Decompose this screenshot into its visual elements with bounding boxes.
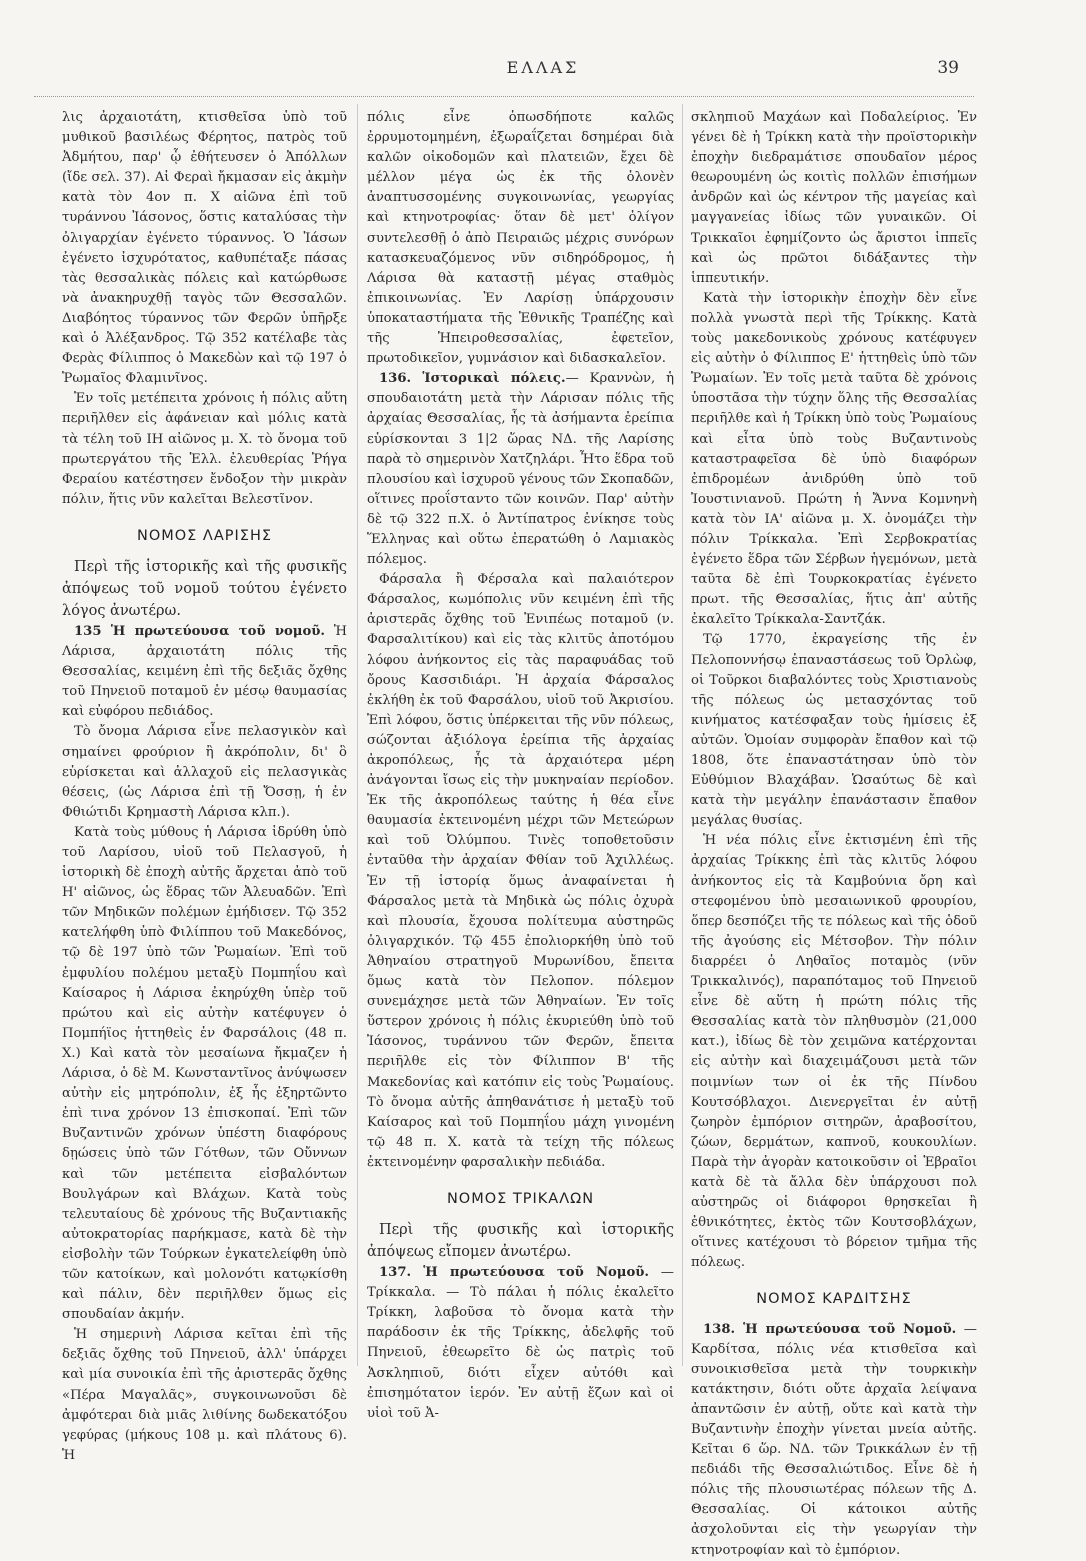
paragraph-138 <box>691 1320 977 1561</box>
paragraph-label: 136. Ἱστορικαὶ πόλεις. <box>379 371 566 387</box>
column-divider <box>682 104 683 1366</box>
paragraph-text: — Κραννὼν, ἡ σπουδαιοτάτη μετὰ τὴν Λάρισαν πόλις τῆς ἀρχαίας Θεσσαλίας, ἧς τὰ ἀσήμαντα ἐρείπια εὑρίσκονται 3 1|2 ὥρας ΝΔ. τῆς Λαρίσης παρὰ τὸ σημερινὸν Χατζηλάρι. Ἦτο ἕδρα τοῦ πλουσίου καὶ ἰσχυροῦ γένους τῶν Σκοπαδῶν, οἵτινες προΐσταντο τῶν κοινῶν. Παρ' αὐτὴν δὲ τῷ 322 π.Χ. ὁ Ἀντίπατρος ἐνίκησε τοὺς Ἕλληνας καὶ οὕτω ἐπερατώθη ὁ Λαμιακὸς πόλεμος. <box>367 371 674 568</box>
paragraph-text: — Τρίκκαλα. — Τὸ πάλαι ἡ πόλις ἐκαλεῖτο Τρίκκη, λαβοῦσα τὸ ὄνομα κατὰ τὴν παράδοσιν ἐκ τῆς Τρίκκης, ἀδελφῆς τοῦ Πηνειοῦ, ἐθεωρεῖτο δὲ ὡς πατρὶς τοῦ Ἀσκληπιοῦ, διότι εἶχεν αὐτόθι καὶ ἐπισημότατον ἱερόν. Ἐν αὐτῇ ἔζων καὶ οἱ υἱοὶ τοῦ Ἀ- <box>367 1265 674 1421</box>
paragraph: Τῷ 1770, ἐκραγείσης τῆς ἐν Πελοποννήσῳ ἐπαναστάσεως τοῦ Ὀρλὼφ, οἱ Τοῦρκοι διαβαλόντες τοὺς Χριστιανοὺς τῆς πόλεως ὡς μετασχόντας τοῦ κινήματος κατέσφαξαν τοὺς ἡμίσεις ἐξ αὐτῶν. Ὁμοίαν συμφορὰν ἔπαθον καὶ τῷ 1808, ὅτε ἐπαναστάτησαν ὑπὸ τὸν Εὐθύμιον Βλαχάβαν. Ὡσαύτως δὲ καὶ κατὰ τὴν μεγάλην ἐπανάστασιν ἔπαθον μεγάλας θυσίας. <box>691 632 977 829</box>
section-heading-trikala: ΝΟΜΟΣ ΤΡΙΚΑΛΩΝ <box>446 1190 595 1207</box>
paragraph-label: 137. Ἡ πρωτεύουσα τοῦ Νομοῦ. <box>379 1265 649 1281</box>
paragraph: λις ἀρχαιοτάτη, κτισθεῖσα ὑπὸ τοῦ μυθικοῦ βασιλέως Φέρητος, πατρὸς τοῦ Ἀδμήτου, παρ' ᾧ ἐθήτευσεν ὁ Ἀπόλλων (ἴδε σελ. 37). Αἱ Φεραὶ ἤκμασαν εἰς ἀκμὴν κατὰ τὸν 4ον π. Χ αἰῶνα ἐπὶ τοῦ τυράννου Ἰάσονος, ὅστις καταλύσας τὴν ὀλιγαρχίαν ἐγένετο τύραννος. Ὁ Ἰάσων ἐγένετο ἰσχυρότατος, καθυπέταξε πάσας τὰς θεσσαλικὰς πόλεις καὶ κατώρθωσε νὰ ἀνακηρυχθῇ ταγὸς τῶν Θεσσαλῶν. Διαβόητος τύραννος τῶν Φερῶν ὑπῆρξε καὶ ὁ Ἀλέξανδρος. Τῷ 352 κατέλαβε τὰς Φερὰς Φίλιππος ὁ Μακεδὼν καὶ τῷ 197 ὁ Ῥωμαῖος Φλαμινῖνος. <box>62 110 347 387</box>
section-heading-larisa: ΝΟΜΟΣ ΛΑΡΙΣΗΣ <box>136 527 273 544</box>
section-heading-karditsa: ΝΟΜΟΣ ΚΑΡΔΙΤΣΗΣ <box>756 1291 912 1308</box>
running-title: ΕΛΛΑΣ <box>506 58 580 77</box>
paragraph-label: 138. Ἡ πρωτεύουσα τοῦ Νομοῦ. <box>703 1321 957 1337</box>
paragraph: Ἡ σημερινὴ Λάρισα κεῖται ἐπὶ τῆς δεξιᾶς ὄχθης τοῦ Πηνειοῦ, ἀλλ' ὑπάρχει καὶ μία συνοικία ἐπὶ τῆς ἀριστερᾶς ὄχθης «Πέρα Μαγαλᾶς», συγκοινωνοῦσι δὲ ἀμφότεραι διὰ μιᾶς λιθίνης δωδεκατόξου γεφύρας (μήκους 108 μ. καὶ πλάτους 6). Ἡ <box>62 1327 347 1463</box>
paragraph: Κατὰ τοὺς μύθους ἡ Λάρισα ἱδρύθη ὑπὸ τοῦ Λαρίσου, υἱοῦ τοῦ Πελασγοῦ, ἡ ἱστορικὴ δὲ ἐποχὴ αὐτῆς ἄρχεται ἀπὸ τοῦ Η' αἰῶνος, ὡς ἕδρας τῶν Ἀλευαδῶν. Ἐπὶ τῶν Μηδικῶν πολέμων ἐμήδισεν. Τῷ 352 κατελήφθη ὑπὸ Φιλίππου τοῦ Μακεδόνος, τῷ δὲ 197 ὑπὸ τῶν Ῥωμαίων. Ἐπὶ τοῦ ἐμφυλίου πολέμου μεταξὺ Πομπηΐου καὶ Καίσαρος ἡ Λάρισα ἐκηρύχθη ὑπὲρ τοῦ πρώτου καὶ εἰς αὐτὴν κατέφυγεν ὁ Πομπήϊος ἡττηθεὶς ἐν Φαρσάλοις (48 π. Χ.) Καὶ κατὰ τὸν μεσαίωνα ἤκμαζεν ἡ Λάρισα, ὁ δὲ Μ. Κωνσταντῖνος ἀνύψωσεν αὐτὴν εἰς μητρόπολιν, ἐξ ἧς ἐξηρτῶντο ἐπὶ τινα χρόνον 13 ἐπισκοπαί. Ἐπὶ τῶν Βυζαντινῶν χρόνων ὑπέστη διαφόρους δῃώσεις ὑπὸ τῶν Γότθων, τῶν Οὔννων καὶ τῶν μετέπειτα εἰσβαλόντων Βουλγάρων καὶ Βλάχων. Κατὰ τοὺς τελευταίους δὲ χρόνους τῆς Βυζαντιακῆς αὐτοκρατορίας παρήκμασε, κατὰ δὲ τὴν εἰσβολὴν τῶν Τούρκων ἐγκατελείφθη ὑπὸ τῶν κατοίκων, καὶ μολονότι κατῳκίσθη καὶ πάλιν, δὲν περιῆλθεν ὅμως εἰς σπουδαίαν ἀκμήν. <box>62 824 347 1323</box>
header-divider <box>34 96 974 97</box>
paragraph-text: Ἡ Λάρισα, ἀρχαιοτάτη πόλις τῆς Θεσσαλίας, κειμένη ἐπὶ τῆς δεξιᾶς ὄχθης τοῦ Πηνειοῦ ποταμοῦ ἐν μέσῳ θαυμασίας καὶ εὐφόρου πεδιάδος. <box>62 623 347 720</box>
paragraph-135 <box>62 622 347 722</box>
paragraph: Ἡ νέα πόλις εἶνε ἐκτισμένη ἐπὶ τῆς ἀρχαίας Τρίκκης ἐπὶ τὰς κλιτῦς λόφου ἀνήκοντος εἰς τὰ Καμβούνια ὄρη καὶ στεφομένου ὑπὸ μεσαιωνικοῦ φρουρίου, ὅπερ δεσπόζει τῆς τε πόλεως καὶ τῆς ὁδοῦ τῆς ἀγούσης εἰς Μέτσοβον. Τὴν πόλιν διαρρέει ὁ Ληθαῖος ποταμὸς (νῦν Τρικκαλινός), παραπόταμος τοῦ Πηνειοῦ εἶνε δὲ αὕτη ἡ πρώτη πόλις τῆς Θεσσαλίας κατὰ τὸν πληθυσμὸν (21,000 κατ.), ἰδίως δὲ τὸν χειμῶνα κατέρχονται εἰς αὐτὴν καὶ διαχειμάζουσι μετὰ τῶν ποιμνίων των οἱ ἐκ τῆς Πίνδου Κουτσόβλαχοι. Διενεργεῖται ἐν αὐτῇ ζωηρὸν ἐμπόριον σιτηρῶν, ἀραβοσίτου, ζώων, δερμάτων, καπνοῦ, κουκουλίων. Παρὰ τὴν ἀγορὰν κατοικοῦσιν οἱ Ἑβραῖοι κατὰ δὲ τὰ ἄλλα δὲν ὑπάρχουσι πολ αὐστηρῶς οἱ διάφοροι θρησκεῖαι ἢ ἐθνικότητες, ἐκτὸς τῶν Κουτσοβλάχων, οἵτινες κατέχουσι τὸ βόρειον τμῆμα τῆς πόλεως. <box>691 833 977 1271</box>
paragraph-label: 135 Ἡ πρωτεύουσα τοῦ νομοῦ. <box>74 623 325 639</box>
section-intro: Περὶ τῆς ἱστορικῆς καὶ τῆς φυσικῆς ἀπόψεως τοῦ νομοῦ τούτου ἐγένετο λόγος ἀνωτέρω. <box>62 558 347 619</box>
paragraph-136 <box>367 369 674 570</box>
column-divider <box>357 104 358 1366</box>
paragraph: σκληπιοῦ Μαχάων καὶ Ποδαλείριος. Ἐν γένει δὲ ἡ Τρίκκη κατὰ τὴν προϊστορικὴν ἐποχὴν διεδραμάτισε σπουδαῖον μέρος θεωρουμένη ὡς κοιτὶς πολλῶν ἐπισήμων ἀνδρῶν καὶ ὡς κέντρον τῆς μαγείας καὶ μαγγανείας ἰδίως τῶν γυναικῶν. Οἱ Τρικκαῖοι ἐφημίζοντο ὡς ἄριστοι ἱππεῖς καὶ ὡς πρῶτοι διδάξαντες τὴν ἱππευτικήν. <box>691 110 977 286</box>
paragraph: Κατὰ τὴν ἱστορικὴν ἐποχὴν δὲν εἶνε πολλὰ γνωστὰ περὶ τῆς Τρίκκης. Κατὰ τοὺς μακεδονικοὺς χρόνους κατέφυγεν εἰς αὐτὴν ὁ Φίλιππος Ε' ἡττηθεὶς ὑπὸ τῶν Ῥωμαίων. Ἐν τοῖς μετὰ ταῦτα δὲ χρόνοις ὑποστᾶσα τὴν τύχην ὅλης τῆς Θεσσαλίας περιῆλθε καὶ ἡ Τρίκκη ὑπὸ τοὺς Ῥωμαίους καὶ εἶτα ὑπὸ τοὺς Βυζαντινοὺς καταστραφεῖσα δὲ ὑπὸ διαφόρων ἐπιδρομέων ἀνιδρύθη ὑπὸ τοῦ Ἰουστινιανοῦ. Πρώτη ἡ Ἄννα Κομνηνὴ κατὰ τὸν ΙΑ' αἰῶνα μ. Χ. ὀνομάζει τὴν πόλιν Τρίκκαλα. Ἐπὶ Σερβοκρατίας ἐγένετο ἕδρα τῶν Σέρβων ἡγεμόνων, μετὰ ταῦτα δὲ ἐπὶ Τουρκοκρατίας ἐγένετο πρωτ. τῆς Θεσσαλίας, ἥτις ἀπ' αὐτῆς ἐκαλεῖτο Τρίκκαλα-Σαντζάκ. <box>691 290 977 628</box>
column-right <box>691 108 977 1561</box>
paragraph-text: — Καρδίτσα, πόλις νέα κτισθεῖσα καὶ συνοικισθεῖσα μετὰ τὴν τουρκικὴν κατάκτησιν, διότι οὔτε ἀρχαῖα λείψανα ἀπαντῶσιν ἐν αὐτῇ, οὔτε καὶ κατὰ τὴν Βυζαντινὴν ἐποχὴν γίνεται μνεία αὐτῆς. Κεῖται 6 ὥρ. ΝΔ. τῶν Τρικκάλων ἐν τῇ πεδιάδι τῆς Θεσσαλιώτιδος. Εἶνε δὲ ἡ πόλις τῆς πλουσιωτέρας πόλεων τῆς Δ. Θεσσαλίας. Οἱ κάτοικοι αὐτῆς ἀσχολοῦνται εἰς τὴν γεωργίαν τὴν κτηνοτροφίαν καὶ τὸ ἐμπόριον. <box>691 1321 977 1558</box>
section-intro: Περὶ τῆς φυσικῆς καὶ ἱστορικῆς ἀπόψεως εἴπομεν ἀνωτέρω. <box>367 1222 674 1261</box>
column-middle <box>367 108 674 1424</box>
paragraph: Φάρσαλα ἢ Φέρσαλα καὶ παλαιότερον Φάρσαλος, κωμόπολις νῦν κειμένη ἐπὶ τῆς ἀριστερᾶς ὄχθης τοῦ Ἐνιπέως ποταμοῦ (ν. Φαρσαλιτίκου) καὶ εἰς τὰς κλιτῦς ἀποτόμου λόφου ἀνήκοντος εἰς τὰς παραφυάδας τοῦ ὄρους Κασσιδιάρι. Ἡ ἀρχαία Φάρσαλος ἐκλήθη ἐκ τοῦ Φαρσάλου, υἱοῦ τοῦ Ἀκρισίου. Ἐπὶ λόφου, ὅστις ὑπέρκειται τῆς νῦν πόλεως, σώζονται ἀξιόλογα ἐρείπια τῆς ἀρχαίας ἀκροπόλεως, ἧς τὰ ἀρχαιότερα μέρη ἀνάγονται ἴσως εἰς τὴν μυκηναίαν περίοδον. Ἐκ τῆς ἀκροπόλεως ταύτης ἡ θέα εἶνε θαυμασία ἐκτεινομένη μέχρι τῶν Μετεώρων καὶ τοῦ Ὀλύμπου. Τινὲς τοποθετοῦσιν ἐνταῦθα τὴν ἀρχαίαν Φθίαν τοῦ Ἀχιλλέως. Ἐν τῇ ἱστορίᾳ ὅμως ἀναφαίνεται ἡ Φάρσαλος μετὰ τὰ Μηδικὰ ὡς πόλις ὀχυρὰ καὶ πλουσία, ἔχουσα πολίτευμα αὐστηρῶς ὀλιγαρχικόν. Τῷ 455 ἐπολιορκήθη ὑπὸ τοῦ Ἀθηναίου στρατηγοῦ Μυρωνίδου, ἔπειτα ὅμως κατὰ τὸν Πελοπον. πόλεμον συνεμάχησε μετὰ τῶν Ἀθηναίων. Ἐν τοῖς ὕστερον χρόνοις ἡ πόλις ἐκυριεύθη ὑπὸ τοῦ Ἰάσονος, τυράννου τῶν Φερῶν, ἔπειτα περιῆλθε εἰς τὸν Φίλιππον Β' τῆς Μακεδονίας καὶ κατόπιν εἰς τοὺς Ῥωμαίους. Τὸ ὄνομα αὐτῆς ἀπηθανάτισε ἡ μεταξὺ τοῦ Καίσαρος καὶ τοῦ Πομπηΐου μάχη γινομένη τῷ 48 π. Χ. κατὰ τὰ τείχη τῆς πόλεως ἐκτεινομένην φαρσαλικὴν πεδιάδα. <box>367 572 674 1170</box>
paragraph-137 <box>367 1263 674 1424</box>
paragraph: Τὸ ὄνομα Λάρισα εἶνε πελασγικὸν καὶ σημαίνει φρούριον ἢ ἀκρόπολιν, δι' ὃ εὑρίσκεται καὶ ἀλλαχοῦ εἰς πελασγικὰς θέσεις, (ὡς Λάρισα ἐπὶ τῇ Ὄσσῃ, ἡ ἐν Φθιώτιδι Κρημαστὴ Λάρισα κλπ.). <box>62 724 347 820</box>
page-number: 39 <box>937 58 959 78</box>
column-left <box>62 108 347 1466</box>
paragraph: Ἐν τοῖς μετέπειτα χρόνοις ἡ πόλις αὕτη περιῆλθεν εἰς ἀφάνειαν καὶ μόλις κατὰ τὰ τέλη τοῦ ΙΗ αἰῶνος μ. Χ. τὸ ὄνομα τοῦ πρωτεργάτου τῆς Ἑλλ. ἐλευθερίας Ῥήγα Φεραίου κατέστησεν ἔνδοξον τὴν μικρὰν πόλιν, ἥτις νῦν καλεῖται Βελεστῖνον. <box>62 391 347 507</box>
paragraph: πόλις εἶνε ὁπωσδήποτε καλῶς ἐρρυμοτομημένη, ἐξωραΐζεται δσημέραι διὰ καλῶν οἰκοδομῶν καὶ πλατειῶν, ἔχει δὲ μέλλον μέγα ὡς ἐκ τῆς ὁλονὲν ἀναπτυσσομένης συγκοινωνίας, γεωργίας καὶ κτηνοτροφίας· ὅταν δὲ μετ' ὀλίγον συντελεσθῇ ὁ ἀπὸ Πειραιῶς μέχρις συνόρων κατασκευαζόμενος νῦν σιδηρόδρομος, ἡ Λάρισα θὰ καταστῇ μέγας σταθμὸς ἐπικοινωνίας. Ἐν Λαρίσῃ ὑπάρχουσιν ὑποκαταστήματα τῆς Ἐθνικῆς Τραπέζης καὶ τῆς Ἠπειροθεσσαλίας, ἐφετεῖον, πρωτοδικεῖον, γυμνάσιον καὶ διδασκαλεῖον. <box>367 110 674 367</box>
